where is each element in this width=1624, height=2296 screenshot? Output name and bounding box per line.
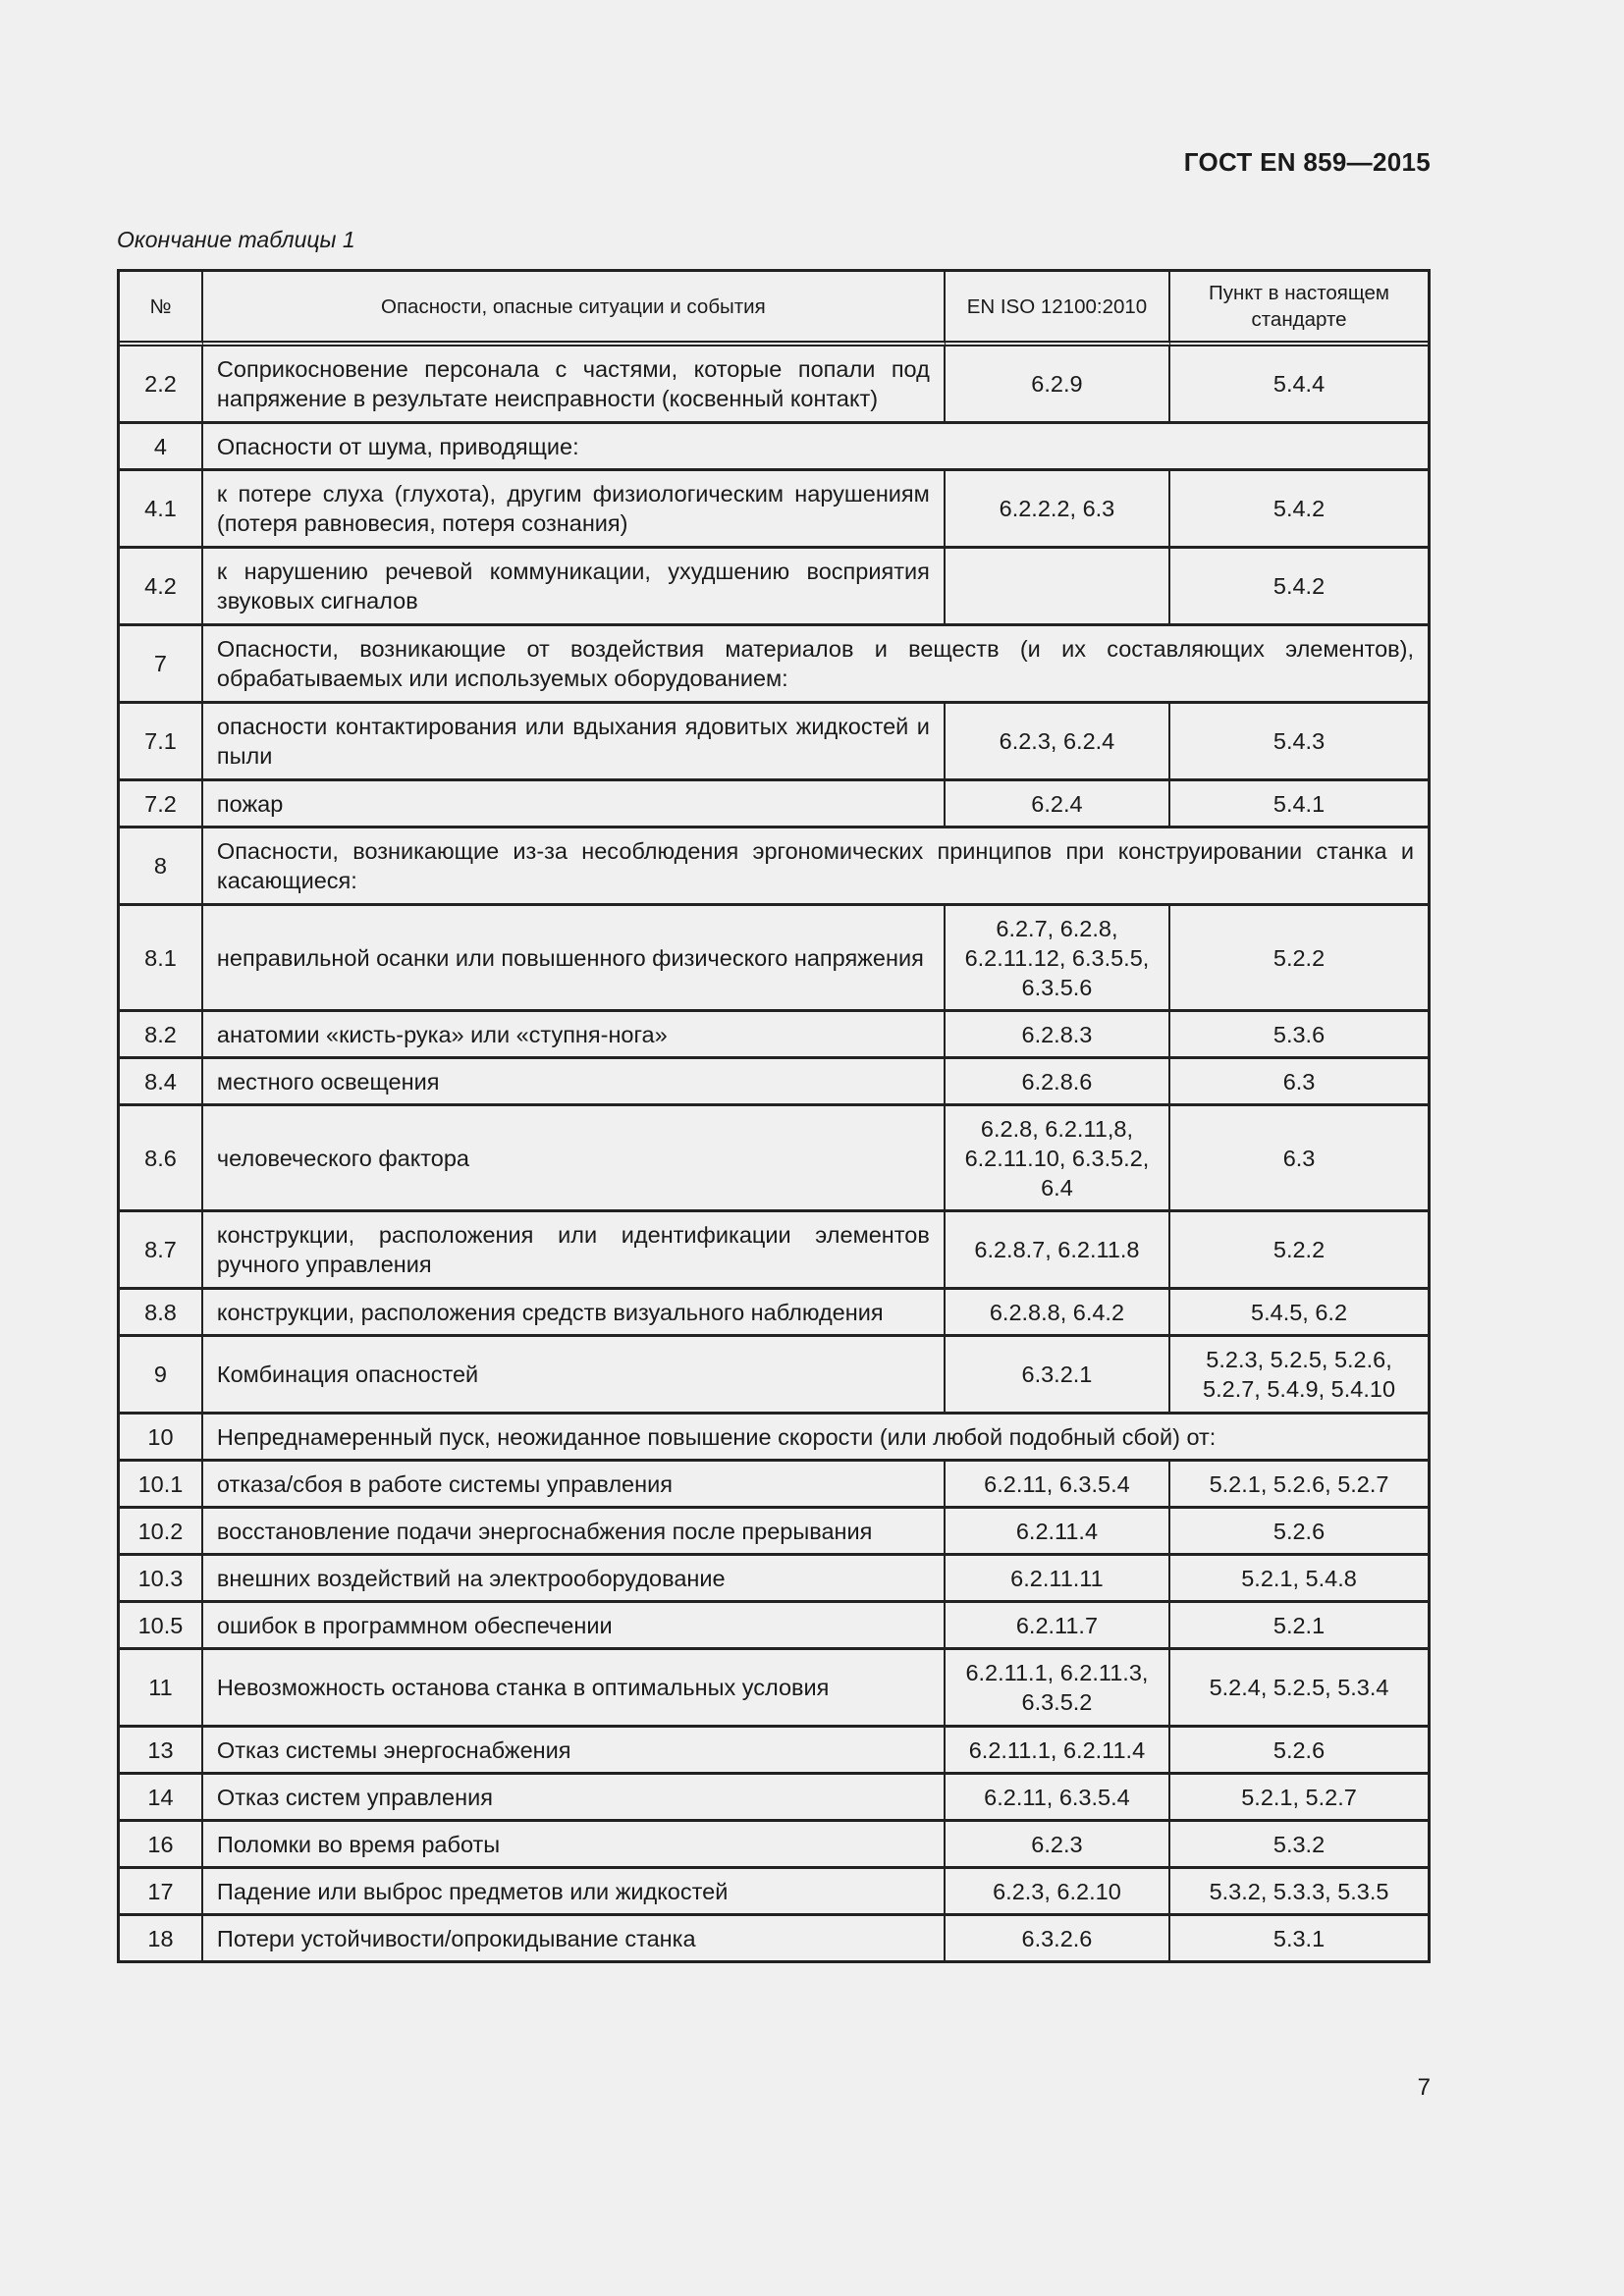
standard-clause-cell: 5.4.3 [1170,704,1428,781]
iso-reference-cell: 6.2.9 [946,347,1170,424]
iso-reference-cell: 6.2.11, 6.3.5.4 [946,1462,1170,1509]
iso-reference-cell: 6.2.8, 6.2.11,8, 6.2.11.10, 6.3.5.2, 6.4 [946,1106,1170,1212]
table-row [120,1337,1428,1415]
row-number-cell: 4 [120,424,203,471]
row-number-cell: 8.1 [120,906,203,1012]
row-number-cell: 10.3 [120,1556,203,1603]
table-row [120,1106,1428,1212]
table-row [120,1869,1428,1916]
hazard-description-cell: Падение или выброс предметов или жидкостей [203,1869,946,1916]
row-number-cell: 10 [120,1415,203,1462]
row-number-cell: 7.1 [120,704,203,781]
hazard-group-cell: Непреднамеренный пуск, неожиданное повышение скорости (или любой подобный сбой) от: [203,1415,1428,1462]
table-row [120,424,1428,471]
row-number-cell: 8.8 [120,1290,203,1337]
column-header-clause: Пункт в настоящем стандарте [1170,272,1428,347]
iso-reference-cell: 6.2.11.1, 6.2.11.4 [946,1728,1170,1775]
hazard-group-cell: Опасности, возникающие из-за несоблюдения эргономических принципов при конструировании станка и касающиеся: [203,828,1428,906]
standard-clause-cell: 5.2.2 [1170,1212,1428,1290]
table-row [120,1603,1428,1650]
table-row [120,1822,1428,1869]
standard-clause-cell: 5.2.2 [1170,906,1428,1012]
row-number-cell: 9 [120,1337,203,1415]
table-row [120,471,1428,549]
table-row [120,828,1428,906]
standard-clause-cell: 6.3 [1170,1059,1428,1106]
hazard-description-cell: человеческого фактора [203,1106,946,1212]
hazard-description-cell: опасности контактирования или вдыхания ядовитых жидкостей и пыли [203,704,946,781]
standard-clause-cell: 5.3.2, 5.3.3, 5.3.5 [1170,1869,1428,1916]
table-row [120,1650,1428,1728]
table-row [120,1059,1428,1106]
column-header-number: № [120,272,203,347]
table-row [120,347,1428,424]
hazard-description-cell: Отказ систем управления [203,1775,946,1822]
hazard-description-cell: Отказ системы энергоснабжения [203,1728,946,1775]
standard-clause-cell: 5.4.1 [1170,781,1428,828]
iso-reference-cell: 6.2.11.11 [946,1556,1170,1603]
table-row [120,1775,1428,1822]
hazard-description-cell: неправильной осанки или повышенного физического напряжения [203,906,946,1012]
table-body [120,347,1428,1960]
iso-reference-cell: 6.3.2.6 [946,1916,1170,1960]
table-row [120,1290,1428,1337]
iso-reference-cell: 6.2.3, 6.2.4 [946,704,1170,781]
row-number-cell: 2.2 [120,347,203,424]
iso-reference-cell: 6.2.8.7, 6.2.11.8 [946,1212,1170,1290]
table-row [120,906,1428,1012]
table-row [120,1728,1428,1775]
iso-reference-cell: 6.2.8.8, 6.4.2 [946,1290,1170,1337]
row-number-cell: 17 [120,1869,203,1916]
row-number-cell: 8 [120,828,203,906]
hazard-description-cell: анатомии «кисть-рука» или «ступня-нога» [203,1012,946,1059]
hazard-description-cell: Потери устойчивости/опрокидывание станка [203,1916,946,1960]
hazard-description-cell: к потере слуха (глухота), другим физиологическим нарушениям (потеря равновесия, потеря сознания) [203,471,946,549]
standard-clause-cell: 5.4.5, 6.2 [1170,1290,1428,1337]
row-number-cell: 13 [120,1728,203,1775]
standard-clause-cell: 5.2.1, 5.2.6, 5.2.7 [1170,1462,1428,1509]
table-caption: Окончание таблицы 1 [117,227,355,252]
table-row [120,1916,1428,1960]
table-row [120,1556,1428,1603]
iso-reference-cell: 6.2.7, 6.2.8, 6.2.11.12, 6.3.5.5, 6.3.5.6 [946,906,1170,1012]
iso-reference-cell: 6.2.8.6 [946,1059,1170,1106]
iso-reference-cell: 6.2.11.4 [946,1509,1170,1556]
standard-clause-cell: 6.3 [1170,1106,1428,1212]
row-number-cell: 8.2 [120,1012,203,1059]
table-row [120,1012,1428,1059]
table-row [120,1415,1428,1462]
iso-reference-cell: 6.2.3, 6.2.10 [946,1869,1170,1916]
page-number: 7 [1417,2074,1431,2101]
hazard-group-cell: Опасности, возникающие от воздействия материалов и веществ (и их составляющих элементов), обрабатываемых или используемых оборудованием: [203,626,1428,704]
row-number-cell: 11 [120,1650,203,1728]
hazard-description-cell: Соприкосновение персонала с частями, которые попали под напряжение в результате неисправности (косвенный контакт) [203,347,946,424]
table-row [120,1212,1428,1290]
hazard-description-cell: конструкции, расположения средств визуального наблюдения [203,1290,946,1337]
iso-reference-cell: 6.2.2.2, 6.3 [946,471,1170,549]
hazard-description-cell: восстановление подачи энергоснабжения после прерывания [203,1509,946,1556]
iso-reference-cell: 6.2.8.3 [946,1012,1170,1059]
table-row [120,1462,1428,1509]
table-row [120,1509,1428,1556]
hazard-description-cell: отказа/сбоя в работе системы управления [203,1462,946,1509]
standard-clause-cell: 5.2.1 [1170,1603,1428,1650]
standard-clause-cell: 5.2.6 [1170,1509,1428,1556]
row-number-cell: 8.6 [120,1106,203,1212]
standard-clause-cell: 5.2.4, 5.2.5, 5.3.4 [1170,1650,1428,1728]
iso-reference-cell: 6.2.11, 6.3.5.4 [946,1775,1170,1822]
standard-clause-cell: 5.3.1 [1272,1925,1326,1951]
row-number-cell: 7 [120,626,203,704]
hazard-description-cell: пожар [203,781,946,828]
hazard-description-cell: ошибок в программном обеспечении [203,1603,946,1650]
row-number-cell: 10.2 [120,1509,203,1556]
iso-reference-cell [946,549,1170,626]
row-number-cell: 14 [120,1775,203,1822]
table-row [120,704,1428,781]
column-header-hazard: Опасности, опасные ситуации и события [203,272,946,347]
standard-clause-cell: 5.4.2 [1170,471,1428,549]
row-number-cell: 10.1 [120,1462,203,1509]
hazard-description-cell: Невозможность останова станка в оптимальных условия [203,1650,946,1728]
column-header-iso: EN ISO 12100:2010 [946,272,1170,347]
hazard-description-cell: конструкции, расположения или идентификации элементов ручного управления [203,1212,946,1290]
row-number-cell: 8.4 [120,1059,203,1106]
standard-clause-cell: 5.4.2 [1170,549,1428,626]
document-code: ГОСТ EN 859—2015 [1183,147,1431,177]
row-number-cell: 8.7 [120,1212,203,1290]
hazard-description-cell: Комбинация опасностей [203,1337,946,1415]
row-number-cell: 7.2 [120,781,203,828]
hazard-table [117,269,1431,1963]
standard-clause-cell: 5.3.2 [1170,1822,1428,1869]
row-number-cell: 4.2 [120,549,203,626]
iso-reference-cell: 6.2.11.7 [946,1603,1170,1650]
iso-reference-cell: 6.2.3 [946,1822,1170,1869]
iso-reference-cell: 6.2.4 [946,781,1170,828]
hazard-description-cell: внешних воздействий на электрооборудование [203,1556,946,1603]
hazard-description-cell: к нарушению речевой коммуникации, ухудшению восприятия звуковых сигналов [203,549,946,626]
table-header-row [120,272,1428,347]
standard-clause-cell: 5.2.3, 5.2.5, 5.2.6, 5.2.7, 5.4.9, 5.4.10 [1170,1337,1428,1415]
standard-clause-cell: 5.3.6 [1170,1012,1428,1059]
row-number-cell: 16 [120,1822,203,1869]
row-number-cell: 18 [120,1916,203,1960]
hazard-description-cell: местного освещения [203,1059,946,1106]
table-row [120,626,1428,704]
row-number-cell: 10.5 [120,1603,203,1650]
standard-clause-cell: 5.2.1, 5.2.7 [1170,1775,1428,1822]
hazard-description-cell: Поломки во время работы [203,1822,946,1869]
standard-clause-cell: 5.2.1, 5.4.8 [1170,1556,1428,1603]
standard-clause-cell: 5.2.6 [1170,1728,1428,1775]
table-row [120,781,1428,828]
iso-reference-cell: 6.3.2.1 [946,1337,1170,1415]
standard-clause-cell: 5.4.4 [1170,347,1428,424]
table-row [120,549,1428,626]
row-number-cell: 4.1 [120,471,203,549]
hazard-group-cell: Опасности от шума, приводящие: [203,424,1428,471]
iso-reference-cell: 6.2.11.1, 6.2.11.3, 6.3.5.2 [946,1650,1170,1728]
